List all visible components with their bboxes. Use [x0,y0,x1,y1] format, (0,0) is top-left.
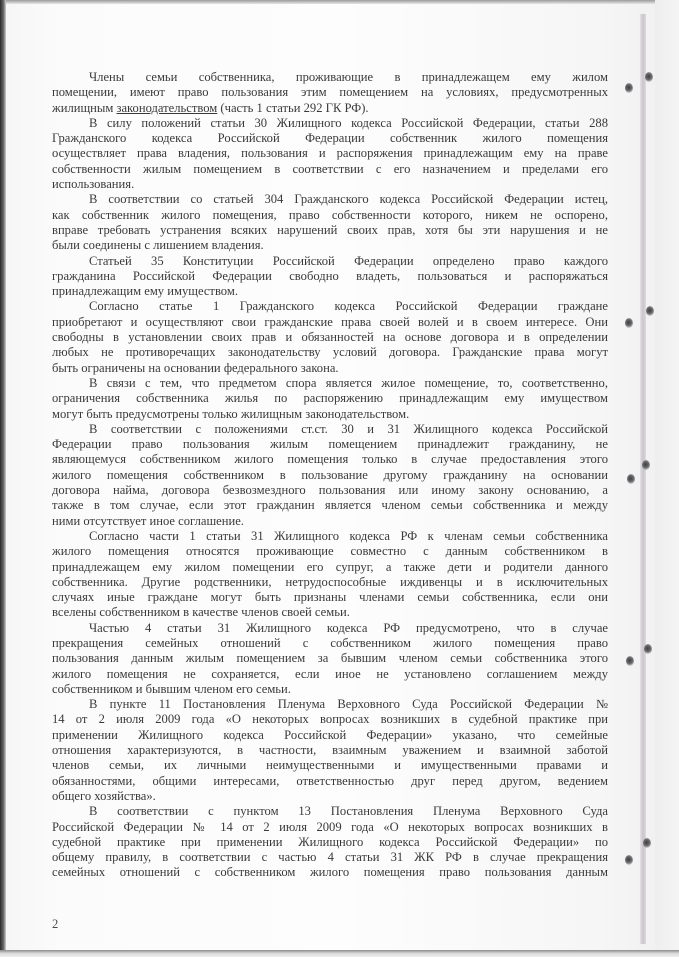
text-line: принадлежащем ему жилом помещении его супруг, а также дети и родители данного [52,559,608,574]
binding-hole-icon [625,318,633,328]
binding-hole-icon [645,72,653,82]
text-line: жилого помещения относятся проживающие совместно с данным собственником в [52,544,608,559]
text-line: были соединены с лишением владения. [52,238,264,253]
text-fragment: (часть 1 статьи 292 ГК РФ). [217,100,369,115]
scan-bottom-edge [0,950,679,957]
text-line: собственности жилым помещением в соответствии с его назначением и пределами его [52,161,608,176]
paragraph [52,254,608,300]
document-body [52,70,608,881]
legislation-link[interactable]: законодательством [116,100,218,115]
page-margin-right [655,0,679,950]
binding-hole-icon [626,656,634,666]
paragraph [52,192,608,253]
text-fragment: жилищным [52,100,117,115]
text-line: В соответствии со статьей 304 Гражданского кодекса Российской Федерации истец, [89,192,608,207]
binding-hole-icon [625,855,633,865]
text-line: семейных отношений с собственником жилого помещения право пользования данным [52,865,608,880]
text-line: Гражданского кодекса Российской Федерации собственник жилого помещения [52,131,608,146]
text-line: гражданина Российской Федерации свободно владеть, пользоваться и распоряжаться [52,268,608,283]
text-line: осуществляет права владения, пользования и распоряжения принадлежащим ему на праве [52,146,608,161]
text-line: общего хозяйства». [52,788,156,803]
text-line: также в том случае, если этот гражданин является членом семьи собственника и между [52,498,608,513]
text-line: ними отсутствует иное соглашение. [52,513,244,528]
text-line: как собственник жилого помещения, право собственности которого, никем не оспорено, [52,207,608,222]
text-line [52,101,608,116]
text-line: ограничения собственника жилья по распоряжению принадлежащим ему имуществом [52,391,608,406]
text-line: жилого помещения не сохраняется, если иное не установлено соглашением между [52,666,608,681]
paragraph [52,804,608,880]
paragraph [52,621,608,697]
paragraph [52,529,608,621]
paragraph [52,116,608,192]
text-line: жилого помещения собственником в пользование другому гражданину на основании [52,467,608,482]
text-line: обязанностями, общими интересами, ответственностью друг перед другом, ведением [52,773,608,788]
binding-hole-icon [644,644,652,654]
paragraph [52,299,608,375]
text-line: Согласно части 1 статьи 31 Жилищного кодекса РФ к членам семьи собственника [89,528,608,543]
binding-hole-icon [625,83,633,93]
paragraph [52,376,608,422]
text-line: случаях иные граждане могут быть признаны членами семьи собственника, если они [52,590,608,605]
text-line: принадлежащим ему имуществом. [52,284,238,299]
text-line: собственника. Другие родственники, нетрудоспособные иждивенцы и в исключительных [52,574,608,589]
binding-strip [640,14,646,944]
text-line: свободны в установлении своих прав и обязанностей на основе договора и в определении [52,330,608,345]
text-line: Члены семьи собственника, проживающие в принадлежащем ему жилом [89,70,608,84]
text-line: В связи с тем, что предметом спора является жилое помещение, то, соответственно, [89,375,608,390]
text-line: Российской Федерации № 14 от 2 июля 2009 года «О некоторых вопросах возникших в [52,819,608,834]
text-line: В силу положений статьи 30 Жилищного кодекса Российской Федерации, статьи 288 [89,115,608,130]
text-line: В пункте 11 Постановления Пленума Верховного Суда Российской Федерации № [89,697,608,712]
binding-hole-icon [642,460,650,470]
text-line: быть ограничены на основании федерального закона. [52,360,339,375]
text-line: общему правилу, в соответствии с частью 4 статьи 31 ЖК РФ в случае прекращения [52,850,608,865]
text-line: применении Жилищного кодекса Российской Федерации» указано, что семейные [52,727,608,742]
page-number: 2 [52,917,59,931]
text-line: прекращения семейных отношений с собственником жилого помещения право [52,635,608,650]
text-line: использования. [52,177,135,192]
text-line: собственником и бывшим членом его семьи. [52,681,291,696]
text-line: Частью 4 статьи 31 Жилищного кодекса РФ предусмотрено, что в случае [89,620,608,635]
text-line: договора найма, договора безвозмездного пользования или иному закону основанию, а [52,483,608,498]
text-line: судебной практике при применении Жилищного кодекса Российской Федерации» по [52,834,608,849]
text-line: помещении, имеют право пользования этим помещением на условиях, предусмотренных [52,85,608,100]
binding-hole-icon [646,306,654,316]
text-line: вправе требовать устранения всяких нарушений своих прав, хотя бы эти нарушения и не [52,222,608,237]
text-line: любых не противоречащих законодательству условий договора. Гражданские права могут [52,345,608,360]
text-line: членов семьи, их личными неимущественными и имущественными правами и [52,758,608,773]
text-line: Согласно статье 1 Гражданского кодекса Российской Федерации граждане [89,299,608,314]
text-line: являющемуся собственником жилого помещения только в случае предоставления этого [52,452,608,467]
text-line: Федерации право пользования жилым помещением принадлежит гражданину, не [52,437,608,452]
text-line: В соответствии с положениями ст.ст. 30 и 31 Жилищного кодекса Российской [89,421,608,436]
scan-left-edge [0,0,6,957]
text-line: 14 от 2 июля 2009 года «О некоторых вопросах возникших в судебной практике при [52,712,608,727]
text-line: отношения характеризуются, в частности, взаимным уважением и взаимной заботой [52,743,608,758]
text-line: пользования данным жилым помещением за бывшим членом семьи собственника этого [52,651,608,666]
paragraph [52,422,608,529]
binding-hole-icon [643,838,651,848]
text-line: В соответствии с пунктом 13 Постановления Пленума Верховного Суда [89,804,608,819]
text-line: могут быть предусмотрены только жилищным законодательством. [52,406,410,421]
paragraph [52,70,608,116]
text-line: вселены собственником в качестве членов своей семьи. [52,605,350,620]
text-line: приобретают и осуществляют свои гражданские права своей волей и в своем интересе. Они [52,314,608,329]
binding-hole-icon [627,474,635,484]
paragraph [52,697,608,804]
text-line: Статьей 35 Конституции Российской Федерации определено право каждого [89,253,608,268]
